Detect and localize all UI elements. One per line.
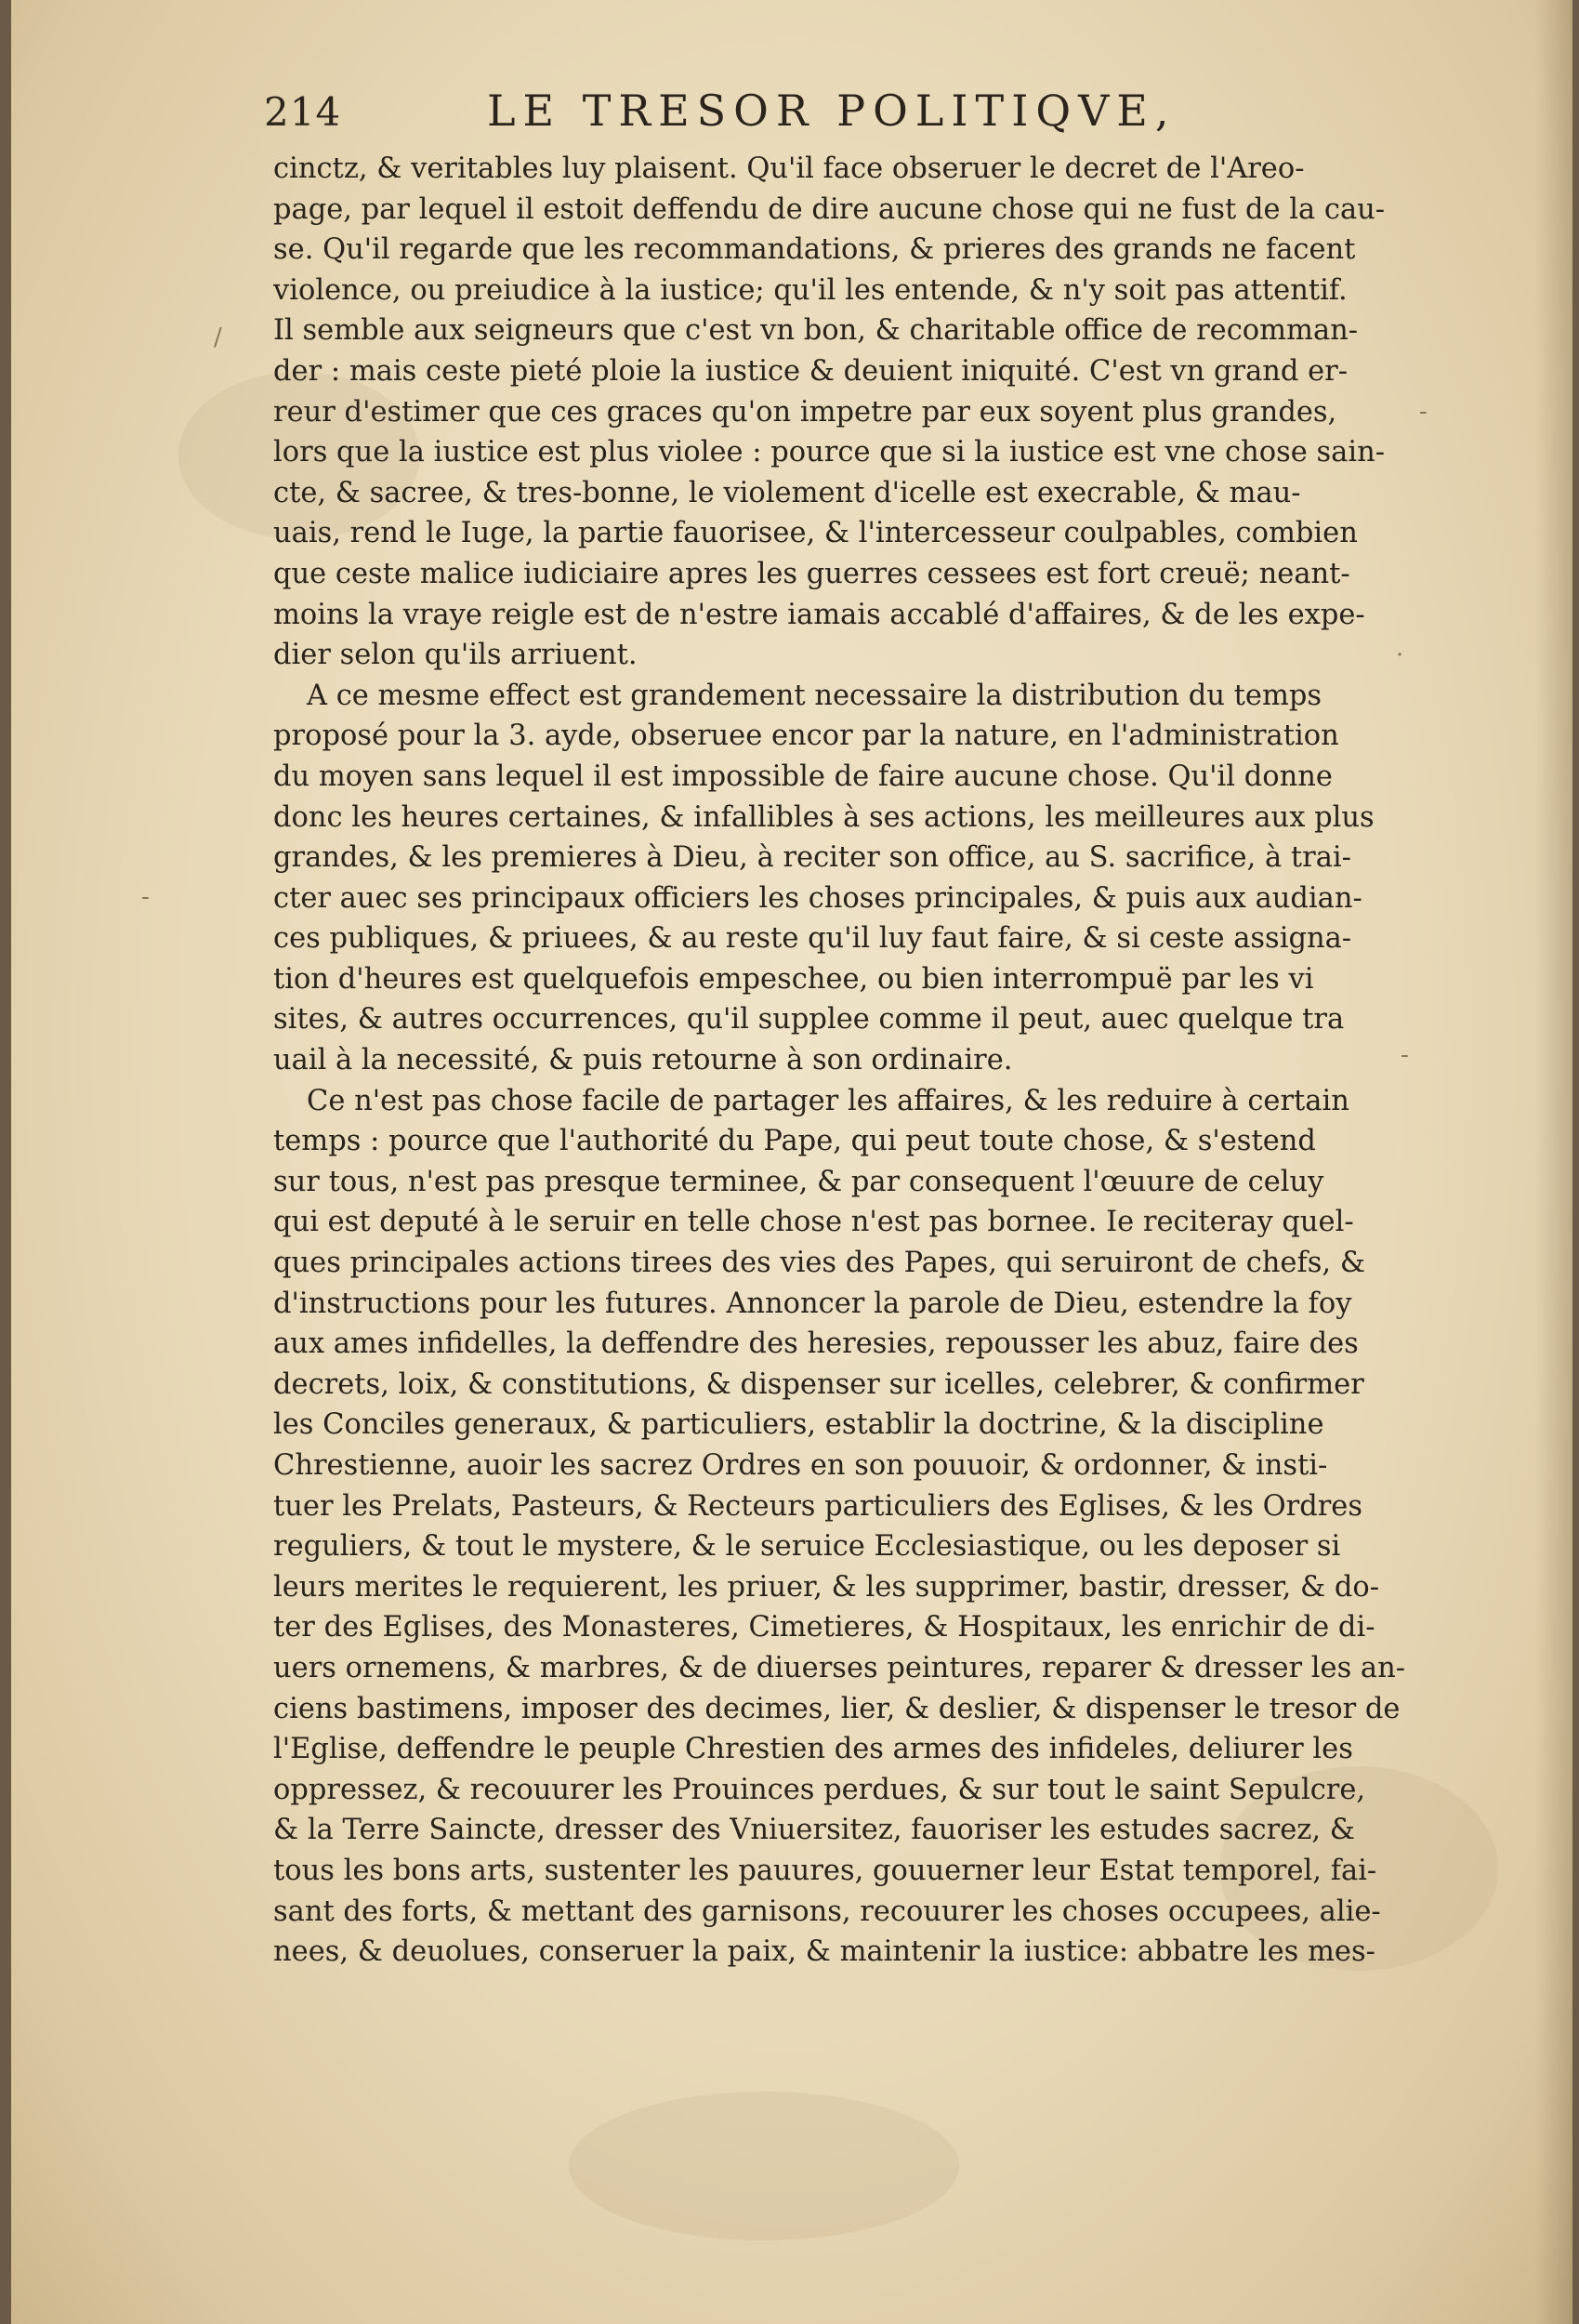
text-line: ques principales actions tirees des vies des Papes, qui seruiront de chefs, & <box>273 1247 1365 1280</box>
text-line: tous les bons arts, sustenter les pauures, gouuerner leur Estat temporel, fai- <box>273 1854 1377 1887</box>
text-line: nees, & deuolues, conseruer la paix, & maintenir la iustice: abbatre les mes- <box>273 1935 1375 1969</box>
text-line: moins la vraye reigle est de n'estre iamais accablé d'affaires, & de les expe- <box>273 598 1365 631</box>
text-line: d'instructions pour les futures. Annoncer la parole de Dieu, estendre la foy <box>273 1287 1352 1320</box>
text-line: Il semble aux seigneurs que c'est vn bon, & charitable office de recomman- <box>273 314 1359 348</box>
text-line: grandes, & les premieres à Dieu, à reciter son office, au S. sacrifice, à trai- <box>273 841 1351 875</box>
paper-stain <box>569 2092 959 2240</box>
paragraph-start-line: Ce n'est pas chose facile de partager les affaires, & les reduire à certain <box>307 1084 1349 1117</box>
text-line: les Conciles generaux, & particuliers, establir la doctrine, & la discipline <box>273 1408 1324 1442</box>
text-line: der : mais ceste pieté ploie la iustice & deuient iniquité. C'est vn grand er- <box>273 354 1349 388</box>
page-number: 214 <box>264 89 342 135</box>
page-header <box>264 82 1426 147</box>
margin-mark: - <box>1401 1041 1409 1069</box>
text-line: ces publiques, & priuees, & au reste qu'il luy faut faire, & si ceste assigna- <box>273 922 1352 956</box>
text-line: ciens bastimens, imposer des decimes, lier, & deslier, & dispenser le tresor de <box>273 1692 1401 1725</box>
text-line: page, par lequel il estoit deffendu de dire aucune chose qui ne fust de la cau- <box>273 192 1386 226</box>
text-line: sant des forts, & mettant des garnisons, recouurer les choses occupees, alie- <box>273 1895 1381 1928</box>
text-line: que ceste malice iudiciaire apres les guerres cessees est fort creuë; neant- <box>273 557 1350 590</box>
text-line: qui est deputé à le seruir en telle chose n'est pas bornee. Ie reciteray quel- <box>273 1206 1354 1239</box>
text-line: se. Qu'il regarde que les recommandations, & prieres des grands ne facent <box>273 233 1356 267</box>
margin-mark: - <box>1419 398 1428 426</box>
text-line: reguliers, & tout le mystere, & le seruice Ecclesiastique, ou les deposer si <box>273 1530 1341 1564</box>
text-line: Chrestienne, auoir les sacrez Ordres en son pouuoir, & ordonner, & insti- <box>273 1449 1328 1482</box>
text-line: uers ornemens, & marbres, & de diuerses peintures, reparer & dresser les an- <box>273 1651 1406 1684</box>
text-line: temps : pource que l'authorité du Pape, qui peut toute chose, & s'estend <box>273 1125 1316 1158</box>
text-line: du moyen sans lequel il est impossible de faire aucune chose. Qu'il donne <box>273 759 1333 793</box>
text-line: sites, & autres occurrences, qu'il supplee comme il peut, auec quelque tra <box>273 1003 1345 1037</box>
text-line: sur tous, n'est pas presque terminee, & par consequent l'œuure de celuy <box>273 1165 1324 1198</box>
text-line: cinctz, & veritables luy plaisent. Qu'il face obseruer le decret de l'Areo- <box>273 152 1305 185</box>
text-line: reur d'estimer que ces graces qu'on impetre par eux soyent plus grandes, <box>273 395 1337 429</box>
text-line: proposé pour la 3. ayde, obseruee encor par la nature, en l'administration <box>273 720 1339 753</box>
body-text <box>273 149 1409 1973</box>
text-line: uais, rend le Iuge, la partie fauorisee, & l'intercesseur coulpables, combien <box>273 517 1358 550</box>
margin-mark: · <box>1396 641 1404 669</box>
text-line: violence, ou preiudice à la iustice; qu'il les entende, & n'y soit pas attentif. <box>273 273 1348 307</box>
text-line: uail à la necessité, & puis retourne à son ordinaire. <box>273 1044 1013 1077</box>
running-title: LE TRESOR POLITIQVE, <box>487 86 1177 136</box>
text-line: l'Eglise, deffendre le peuple Chrestien des armes des infideles, deliurer les <box>273 1733 1353 1766</box>
text-line: lors que la iustice est plus violee : pource que si la iustice est vne chose sain- <box>273 436 1386 469</box>
text-line: leurs merites le requierent, les priuer, & les supprimer, bastir, dresser, & do- <box>273 1570 1380 1604</box>
text-line: tion d'heures est quelquefois empeschee, ou bien interrompuë par les vi <box>273 962 1314 996</box>
text-line: cter auec ses principaux officiers les choses principales, & puis aux audian- <box>273 881 1362 915</box>
text-line: donc les heures certaines, & infallibles à ses actions, les meilleures aux plus <box>273 800 1375 834</box>
text-line: & la Terre Saincte, dresser des Vniuersitez, fauoriser les estudes sacrez, & <box>273 1814 1355 1847</box>
text-line: tuer les Prelats, Pasteurs, & Recteurs particuliers des Eglises, & les Ordres <box>273 1489 1363 1523</box>
text-line: decrets, loix, & constitutions, & dispenser sur icelles, celebrer, & confirmer <box>273 1367 1364 1401</box>
text-line: ter des Eglises, des Monasteres, Cimetieres, & Hospitaux, les enrichir de di- <box>273 1611 1375 1644</box>
paragraph-start-line: A ce mesme effect est grandement necessaire la distribution du temps <box>307 679 1322 712</box>
text-line: aux ames infidelles, la deffendre des heresies, repousser les abuz, faire des <box>273 1327 1359 1361</box>
margin-mark: / <box>214 324 222 351</box>
text-line: dier selon qu'ils arriuent. <box>273 639 638 672</box>
book-page <box>11 0 1572 2324</box>
text-line: cte, & sacree, & tres-bonne, le violement d'icelle est execrable, & mau- <box>273 476 1301 509</box>
margin-mark: - <box>141 883 150 911</box>
text-line: oppressez, & recouurer les Prouinces perdues, & sur tout le saint Sepulcre, <box>273 1773 1366 1806</box>
